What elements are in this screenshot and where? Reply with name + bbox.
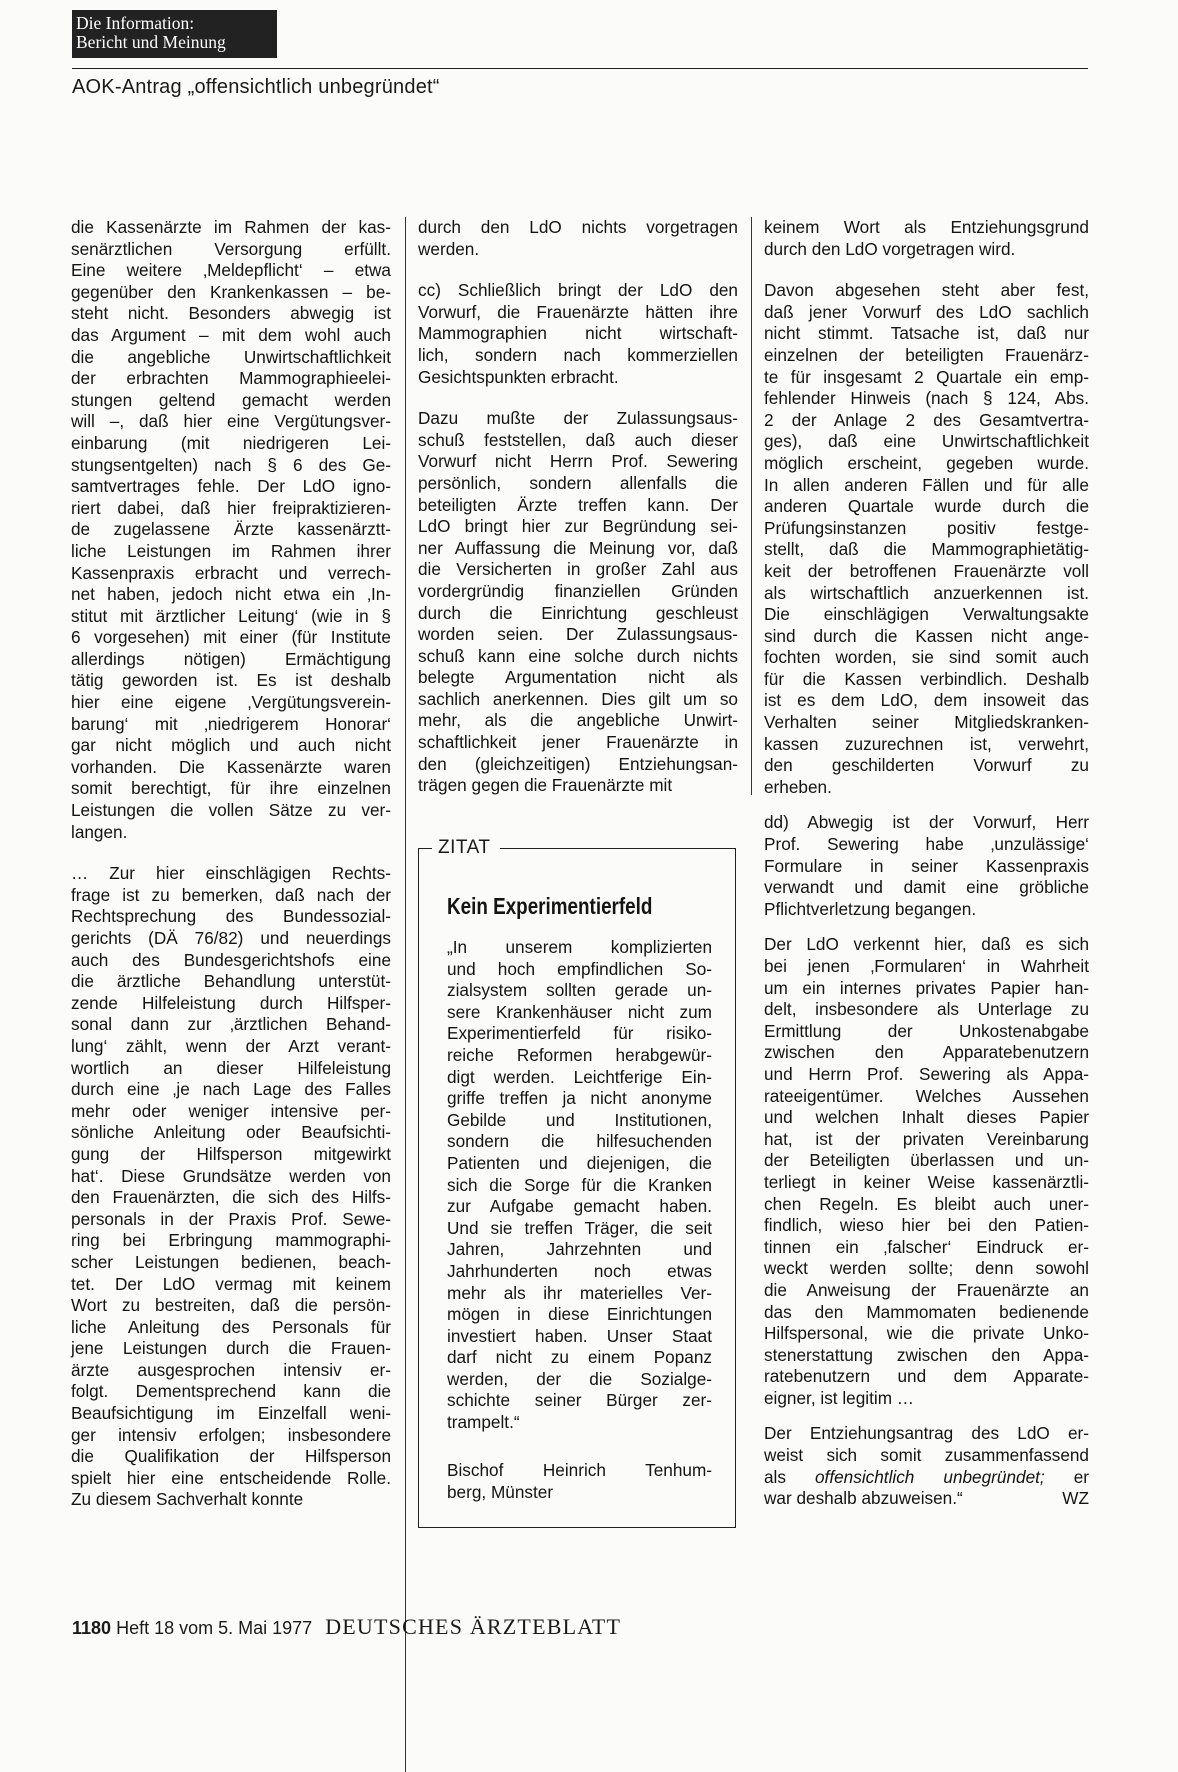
text-line: langen. [71, 821, 128, 842]
text-line: der erbrachten Mammographieelei- [71, 368, 391, 389]
text-line: gar nicht möglich und auch nicht [71, 735, 391, 756]
text-line: Die einschlägigen Verwaltungsakte [764, 604, 1089, 625]
text-line: Davon abgesehen steht aber fest, [764, 280, 1089, 301]
text-line: mehr, als die angebliche Unwirt- [418, 710, 738, 731]
text-line: Kassenpraxis erbracht und verrech- [71, 562, 391, 583]
quote-box-top-right [500, 848, 736, 849]
text-line: ratebenutzern und dem Apparate- [764, 1366, 1089, 1387]
text-line: dd) Abwegig ist der Vorwurf, Herr [764, 812, 1089, 833]
text-line: ärzte ausgesprochen intensiv er- [71, 1359, 391, 1380]
text-line: delt, insbesondere als Unterlage zu [764, 999, 1089, 1020]
text-line: die Versicherten in großer Zahl aus [418, 559, 738, 580]
text-line: schuß kann eine solche durch nichts [418, 645, 738, 666]
text-line: senärztlichen Versorgung erfüllt. [71, 238, 391, 259]
text-line: Vorwurf nicht Herrn Prof. Sewering [418, 451, 738, 472]
text-line: schaftlichkeit jener Frauenärzte in [418, 732, 738, 753]
col2-paragraph-3 [418, 408, 738, 797]
text-line: vordergründig finanziellen Gründen [418, 580, 738, 601]
text-line: mögen in diese Einrichtungen [447, 1304, 712, 1325]
text-line: sachlich anerkennen. Dies gilt um so [418, 688, 738, 709]
section-badge [72, 10, 277, 58]
text-line: als wirtschaftlich anzuerkennen ist. [764, 582, 1089, 603]
text-line: Der LdO verkennt hier, daß es sich [764, 934, 1089, 955]
text-line: folgt. Dementsprechend kann die [71, 1381, 391, 1402]
text-line: Der Entziehungsantrag des LdO er- [764, 1423, 1089, 1444]
text-line: liche Anleitung des Personals für [71, 1316, 391, 1337]
magazine-name: DEUTSCHES ÄRZTEBLATT [325, 1614, 622, 1639]
text-line: wortlich an dieser Hilfeleistung [71, 1057, 391, 1078]
text-line: beteiligten Ärzte treffen kann. Der [418, 494, 738, 515]
text-line: trägen gegen die Frauenärzte mit [418, 775, 673, 796]
text-line: digt werden. Leichtferige Ein- [447, 1066, 712, 1087]
text-line: erheben. [764, 776, 832, 797]
text-line: eigner, ist legitim … [764, 1387, 914, 1408]
text-line: frage ist zu bemerken, daß nach der [71, 884, 391, 905]
text-line: die Anweisung der Frauenärzte an [764, 1279, 1089, 1300]
text-line: hat, ist der privaten Vereinbarung [764, 1128, 1089, 1149]
text-line: und Herrn Prof. Sewering als Appa- [764, 1063, 1089, 1084]
text-line: Jahren, Jahrzehnten und [447, 1239, 712, 1260]
column-divider-1 [405, 217, 406, 1772]
text-line: riert dabei, daß hier freipraktizieren- [71, 497, 391, 518]
text-line: zende Hilfeleistung durch Hilfsper- [71, 992, 391, 1013]
text-line: tet. Der LdO vermag mit keinem [71, 1273, 391, 1294]
quote-body [447, 937, 712, 1434]
text-line: stitut mit ärztlicher Leitung‘ (wie in § [71, 605, 391, 626]
text-line: der Beteiligten überlassen und un- [764, 1150, 1089, 1171]
text-line: gerichts (DÄ 76/82) und neuerdings [71, 928, 391, 948]
text-line: Formulare in seiner Kassenpraxis [764, 855, 1089, 876]
text-line: Prof. Sewering habe ‚unzulässige‘ [764, 834, 1089, 855]
text-line: te für insgesamt 2 Quartale ein emp- [764, 366, 1089, 387]
column-1 [71, 217, 391, 1511]
text-line: sich die Sorge für die Kranken [447, 1174, 712, 1195]
text-line: findlich, wieso hier bei den Patien- [764, 1215, 1089, 1236]
text-line: hier eine eigene ‚Vergütungsverein- [71, 692, 391, 713]
text-line: Und sie treffen Träger, die seit [447, 1217, 712, 1238]
text-line: griffe treffen ja nicht anonyme [447, 1088, 712, 1109]
text-line: persönlich, sondern allenfalls die [418, 472, 738, 493]
text-line: Gesichtspunkten erbracht. [418, 366, 619, 387]
text-line: das Argument – mit dem wohl auch [71, 324, 391, 345]
text-line: gung der Hilfsperson mitgewirkt [71, 1143, 391, 1164]
text-line: lung‘ zählt, wenn der Arzt verant- [71, 1035, 391, 1056]
text-line: Hilfspersonal, wie die private Unko- [764, 1323, 1089, 1344]
text-line: worden seien. Der Zulassungsaus- [418, 624, 738, 645]
text-line: und hoch empfindlichen So- [447, 958, 712, 979]
text-line: Prüfungsinstanzen positiv festge- [764, 517, 1089, 538]
text-line: LdO bringt hier zur Begründung sei- [418, 516, 738, 537]
quote-label: ZITAT [438, 837, 491, 858]
text-line: gegenüber den Krankenkassen – be- [71, 281, 391, 302]
text-line: scher Leistungen bedienen, beach- [71, 1251, 391, 1272]
col1-paragraph-2 [71, 863, 391, 1511]
text-line: terliegt in keiner Weise kassenärztli- [764, 1171, 1089, 1192]
text-line: Eine weitere ‚Meldepflicht‘ – etwa [71, 260, 391, 281]
text-line: vorhanden. Die Kassenärzte waren [71, 756, 391, 777]
text-line: schuß feststellen, daß auch dieser [418, 429, 738, 450]
text-line: durch eine ‚je nach Lage des Falles [71, 1079, 391, 1100]
text-line: sondern die hilfesuchenden [447, 1131, 712, 1152]
text-line: den geschilderten Vorwurf zu [764, 755, 1089, 776]
text-line: „In unserem komplizierten [447, 937, 712, 957]
text-line: Zu diesem Sachverhalt konnte [71, 1489, 304, 1510]
text-line: belegte Argumentation nicht als [418, 667, 738, 688]
page-footer [72, 1614, 621, 1640]
text-line: durch die Einrichtung geschleust [418, 602, 738, 623]
text-line: 2 der Anlage 2 des Gesamtvertra- [764, 409, 1089, 430]
col2-paragraph-2 [418, 280, 738, 388]
text-line: Mammographien nicht wirtschaft- [418, 323, 738, 344]
text-line: ring bei Erbringung mammographi- [71, 1230, 391, 1251]
issue-info: Heft 18 vom 5. Mai 1977 [116, 1618, 313, 1638]
text-line: tätig geworden ist. Es ist deshalb [71, 670, 391, 691]
text-line: stenerstattung zwischen den Appa- [764, 1344, 1089, 1365]
text-line: werden, der die Sozialge- [447, 1368, 712, 1389]
text-line: somit berechtigt, für ihre einzelnen [71, 778, 391, 799]
text-line: verwandt und damit eine gröbliche [764, 877, 1089, 898]
text-line: zur Aufgabe gemacht haben. [447, 1196, 712, 1217]
text-line: und welchen Inhalt dieses Papier [764, 1107, 1089, 1128]
text-line: stungsentgelten) nach § 6 des Ge- [71, 454, 391, 475]
text-line: einzelnen der beteiligten Frauenärz- [764, 344, 1089, 365]
text-line: weckt werden sollte; denn sowohl [764, 1258, 1089, 1279]
text-line: bei jenen ‚Formularen‘ in Wahrheit [764, 956, 1089, 976]
text-line: liche Leistungen im Rahmen ihrer [71, 540, 391, 561]
text-line: jene Leistungen durch die Frauen- [71, 1338, 391, 1359]
text-line: stellt, daß die Mammographietätig- [764, 539, 1089, 560]
text-line: de zugelassene Ärzte kassenärztt- [71, 519, 391, 540]
text-line: Gebilde und Institutionen, [447, 1109, 712, 1130]
text-line: das den Mammomaten bedienende [764, 1301, 1089, 1322]
text-line: Verhalten seiner Mitgliedskranken- [764, 712, 1089, 733]
text-line: einbarung (mit niedrigeren Lei- [71, 432, 391, 453]
text-line: den Frauenärzten, die sich des Hilfs- [71, 1187, 391, 1208]
text-line: Beaufsichtigung im Einzelfall weni- [71, 1403, 391, 1424]
text-line: um ein internes privates Papier han- [764, 977, 1089, 998]
text-line: zialsystem sollten gerade un- [447, 980, 712, 1001]
column-divider-2 [751, 217, 752, 795]
text-line: schichte seiner Bürger zer- [447, 1390, 712, 1411]
text-line: als offensichtlich unbegründet; er [764, 1466, 1089, 1487]
text-line: sere Krankenhäuser nicht zum [447, 1001, 712, 1022]
text-line: fochten worden, sie sind somit auch [764, 647, 1089, 668]
text-line: hat‘. Diese Grundsätze werden von [71, 1165, 391, 1186]
text-line: für die Kassen verbindlich. Deshalb [764, 668, 1089, 689]
col3-paragraph-4 [764, 934, 1089, 1409]
text-line: barung‘ mit ‚niedrigerem Honorar‘ [71, 713, 391, 734]
quote-title: Kein Experimentierfeld [447, 893, 653, 919]
text-line: daß jener Vorwurf des LdO sachlich [764, 301, 1089, 322]
text-line: cc) Schließlich bringt der LdO den [418, 280, 738, 301]
text-line: Ermittlung der Unkostenabgabe [764, 1020, 1089, 1041]
text-line: will –, daß hier eine Vergütungsver- [71, 411, 391, 432]
text-line: sönliche Anleitung oder Beaufsichti- [71, 1122, 391, 1143]
text-line: Patienten und diejenigen, die [447, 1152, 712, 1173]
text-line: war deshalb abzuweisen.“ WZ [764, 1488, 1089, 1509]
text-line: durch den LdO vorgetragen wird. [764, 238, 1016, 259]
text-line: reiche Reformen herabgewür- [447, 1044, 712, 1065]
text-line: keinem Wort als Entziehungsgrund [764, 217, 1089, 237]
text-line: trampelt.“ [447, 1412, 520, 1433]
text-line: die Kassenärzte im Rahmen der kas- [71, 217, 391, 237]
text-line: mehr als ihr materielles Ver- [447, 1282, 712, 1303]
badge-line-1: Die Information: [76, 13, 195, 33]
text-line: anderen Quartale wurde durch die [764, 496, 1089, 517]
text-line: samtvertrages fehle. Der LdO igno- [71, 476, 391, 497]
text-line: steht nicht. Besonders abwegig ist [71, 303, 391, 324]
text-line: mehr oder weniger intensive per- [71, 1100, 391, 1121]
text-line: Rechtsprechung des Bundessozial- [71, 906, 391, 927]
text-line: Bischof Heinrich Tenhum- [447, 1460, 712, 1480]
quote-box-top-left [418, 848, 432, 849]
text-line: nicht stimmt. Tatsache ist, daß nur [764, 323, 1089, 344]
text-line: stungen geltend gemacht werden [71, 389, 391, 410]
badge-line-2: Bericht und Meinung [76, 32, 226, 52]
text-line: weist sich somit zusammenfassend [764, 1445, 1089, 1466]
column-3 [764, 217, 1089, 1510]
col3-paragraph-3 [764, 812, 1089, 920]
text-line: ist es dem LdO, dem insoweit das [764, 690, 1089, 711]
text-line: ges), daß eine Unwirtschaftlichkeit [764, 431, 1089, 452]
col3-paragraph-2 [764, 280, 1089, 798]
text-line: möglich erscheint, gegeben wurde. [764, 452, 1089, 473]
text-line: In allen anderen Fällen und für alle [764, 474, 1089, 495]
text-line: darf nicht zu einem Popanz [447, 1347, 712, 1368]
text-line: … Zur hier einschlägigen Rechts- [71, 863, 391, 884]
text-line: durch den LdO nichts vorgetragen [418, 217, 738, 237]
text-line: Experimentierfeld für risiko- [447, 1023, 712, 1044]
text-line: net haben, jedoch nicht etwa ein ‚In- [71, 584, 391, 605]
text-line: keit der betroffenen Frauenärzte voll [764, 560, 1089, 581]
text-line: investiert haben. Unser Staat [447, 1325, 712, 1346]
text-line: berg, Münster [447, 1481, 554, 1502]
text-line: die ärztliche Behandlung unterstüt- [71, 971, 391, 992]
header-rule [72, 68, 1088, 69]
column-2 [418, 217, 738, 797]
text-line: Vorwurf, die Frauenärzte hätten ihre [418, 301, 738, 322]
author-initials: WZ [1062, 1488, 1089, 1509]
article-subhead: AOK-Antrag „offensichtlich unbegründet“ [72, 76, 440, 98]
text-line: auch des Bundesgerichtshofs eine [71, 949, 391, 970]
text-line: Jahrhunderten noch etwas [447, 1260, 712, 1281]
text-line: sonal dann zur ‚ärztlichen Behand- [71, 1014, 391, 1035]
text-line: ger intensiv erfolgen; insbesondere [71, 1424, 391, 1445]
col3-paragraph-5 [764, 1423, 1089, 1509]
text-line: tinnen ein ‚falscher‘ Eindruck er- [764, 1236, 1089, 1257]
text-line: fehlender Hinweis (nach § 124, Abs. [764, 388, 1089, 409]
text-line: Wort zu bestreiten, daß die persön- [71, 1295, 391, 1316]
text-line: ner Auffassung die Meinung vor, daß [418, 537, 738, 558]
text-line: spielt hier eine entscheidende Rolle. [71, 1467, 391, 1488]
text-line: die Qualifikation der Hilfsperson [71, 1446, 391, 1467]
text-line: lich, sondern nach kommerziellen [418, 344, 738, 365]
text-line: sind durch die Kassen nicht ange- [764, 625, 1089, 646]
text-line: werden. [418, 238, 480, 259]
col3-paragraph-1 [764, 217, 1089, 260]
text-line: kassen zuzurechnen ist, verwehrt, [764, 733, 1089, 754]
text-line: rateeigentümer. Welches Aussehen [764, 1085, 1089, 1106]
text-line: chen Regeln. Es bleibt auch uner- [764, 1193, 1089, 1214]
text-line: Dazu mußte der Zulassungsaus- [418, 408, 738, 429]
quote-author [447, 1460, 712, 1503]
text-line: Pflichtverletzung begangen. [764, 898, 977, 919]
text-line: den (gleichzeitigen) Entziehungsan- [418, 753, 738, 774]
text-line: Leistungen die vollen Sätze zu ver- [71, 800, 391, 821]
text-line: personals in der Praxis Prof. Sewe- [71, 1208, 391, 1229]
text-line: allerdings nötigen) Ermächtigung [71, 648, 391, 669]
text-line: 6 vorgesehen) mit einer (für Institute [71, 627, 391, 648]
text-line: zwischen den Apparatebenutzern [764, 1042, 1089, 1063]
col2-paragraph-1 [418, 217, 738, 260]
text-line: die angebliche Unwirtschaftlichkeit [71, 346, 391, 367]
col1-paragraph-1 [71, 217, 391, 843]
page-number: 1180 [72, 1618, 112, 1638]
